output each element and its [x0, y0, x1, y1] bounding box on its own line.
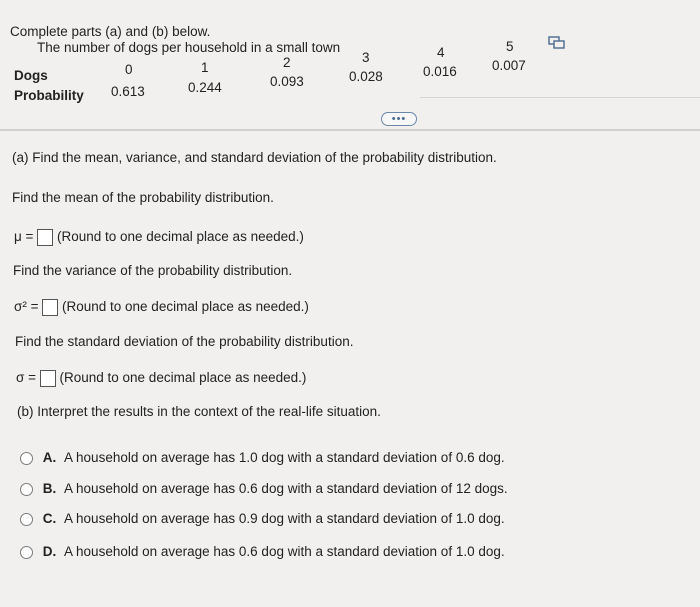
sd-answer-row [16, 370, 306, 387]
probability-value: 0.007 [492, 58, 526, 73]
instruction-text: Complete parts (a) and (b) below. [10, 24, 211, 39]
radio-button[interactable] [20, 483, 33, 496]
mean-prompt: Find the mean of the probability distribution. [12, 190, 274, 205]
option-letter: C. [42, 511, 57, 526]
variance-answer-input[interactable] [42, 299, 58, 316]
probability-row-label: Probability [14, 88, 84, 103]
sd-prompt: Find the standard deviation of the probability distribution. [15, 334, 354, 349]
mu-symbol: μ = [14, 229, 34, 245]
divider [420, 97, 700, 98]
radio-button[interactable] [20, 452, 33, 465]
option-letter: D. [42, 544, 57, 559]
part-b-heading: (b) Interpret the results in the context of the real-life situation. [17, 404, 381, 419]
sigma-symbol: σ = [16, 370, 36, 386]
mean-answer-input[interactable] [37, 229, 53, 246]
dogs-value: 1 [201, 60, 209, 75]
part-a-heading: (a) Find the mean, variance, and standard deviation of the probability distribution. [12, 150, 497, 165]
variance-prompt: Find the variance of the probability distribution. [13, 263, 293, 278]
dogs-value: 2 [283, 55, 291, 70]
probability-value: 0.244 [188, 80, 222, 95]
sd-hint: (Round to one decimal place as needed.) [59, 370, 307, 386]
variance-answer-row [14, 299, 309, 316]
section-divider [0, 129, 700, 131]
more-button[interactable]: ••• [381, 112, 417, 126]
option-text: A household on average has 1.0 dog with a standard deviation of 0.6 dog. [64, 450, 505, 465]
dogs-row-label: Dogs [14, 68, 48, 83]
option-a[interactable] [20, 450, 505, 465]
option-letter: A. [42, 450, 57, 465]
option-d[interactable] [20, 544, 505, 559]
radio-button[interactable] [20, 546, 33, 559]
copy-icon[interactable] [548, 36, 566, 55]
dogs-value: 3 [362, 50, 370, 65]
probability-value: 0.016 [423, 64, 457, 79]
sigma-squared-symbol: σ² = [14, 299, 39, 315]
dogs-value: 0 [125, 62, 133, 77]
option-text: A household on average has 0.6 dog with a standard deviation of 12 dogs. [64, 481, 508, 496]
mean-hint: (Round to one decimal place as needed.) [56, 229, 304, 245]
probability-value: 0.613 [111, 84, 145, 99]
dogs-value: 5 [506, 39, 514, 54]
option-c[interactable] [20, 511, 505, 526]
sd-answer-input[interactable] [40, 370, 56, 387]
table-title: The number of dogs per household in a small town [37, 40, 341, 55]
probability-value: 0.093 [270, 74, 304, 89]
dogs-value: 4 [437, 45, 445, 60]
option-text: A household on average has 0.6 dog with a standard deviation of 1.0 dog. [64, 544, 505, 559]
radio-button[interactable] [20, 513, 33, 526]
option-b[interactable] [20, 481, 508, 496]
variance-hint: (Round to one decimal place as needed.) [62, 299, 309, 315]
option-letter: B. [42, 481, 57, 496]
probability-value: 0.028 [349, 69, 383, 84]
mean-answer-row [14, 229, 304, 246]
option-text: A household on average has 0.9 dog with a standard deviation of 1.0 dog. [64, 511, 505, 526]
